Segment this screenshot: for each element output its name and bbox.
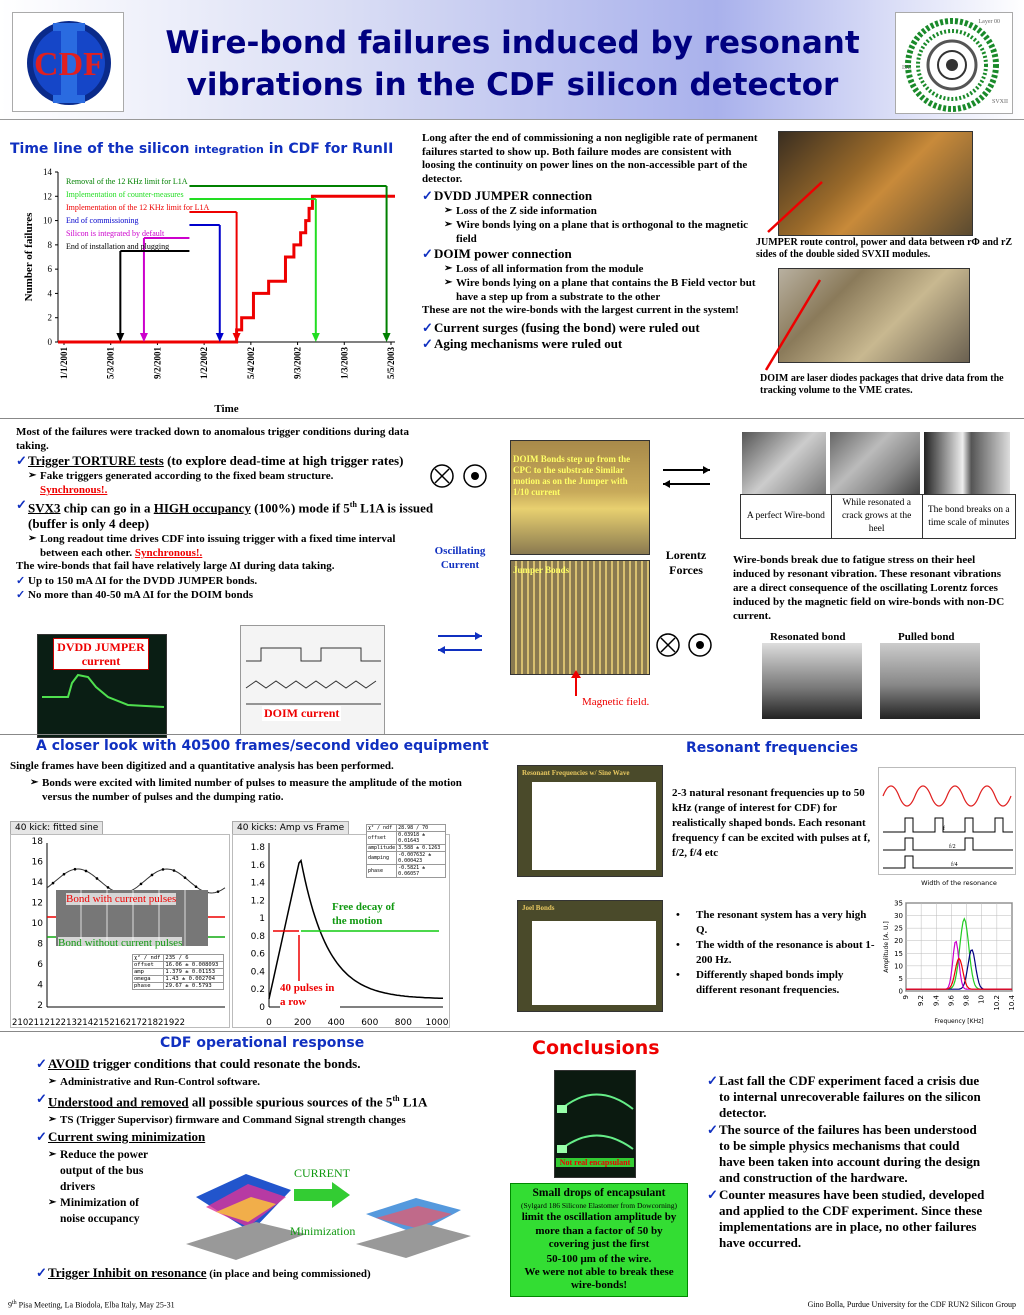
fit-cell: phase: [367, 865, 397, 878]
fit-row: [133, 962, 224, 969]
x-axis-label: Time: [214, 403, 239, 415]
sine-data-point: [140, 883, 143, 886]
sine-data-point: [63, 873, 66, 876]
footer-right: Gino Bolla, Purdue University for the CDF RUN2 Silicon Group: [807, 1300, 1016, 1309]
resonant-bullet: • The width of the resonance is about 1-200 Hz.: [676, 939, 875, 966]
sine-data-point: [162, 868, 165, 871]
x-tick-label: 0: [266, 1018, 272, 1028]
x-tick-labels: 21021121221321421521621721821922: [12, 1018, 186, 1028]
ts-item: ➢ TS (Trigger Supervisor) firmware and Command Signal strength changes: [48, 1113, 496, 1127]
cracked-bond-image: [830, 432, 920, 494]
x-tick-label: 400: [327, 1018, 345, 1028]
trigger-section: [16, 426, 436, 602]
green-title: Small drops of encapsulant: [532, 1187, 666, 1199]
y-tick-label: 0.6: [250, 949, 265, 960]
dvdd-heading: ✓ DVDD JUMPER connection ➢ Loss of the Z side information ➢ Wire bonds lying on a plane that is orthogonal to the magnetic field: [422, 188, 767, 246]
y-tick-label: 10: [43, 215, 52, 226]
bond-table-cell: While resonated a crack grows at the heel: [831, 495, 922, 539]
magnetic-field-label: Magnetic field.: [582, 696, 650, 708]
x-tick-label: 5/5/2003: [386, 347, 396, 380]
bond-failure-table: [740, 494, 1016, 539]
resonant-section-title: Resonant frequencies: [686, 740, 859, 756]
torture-tests: ✓ Trigger TORTURE tests (to explore dead-time at high trigger rates) ➢ Fake triggers generated according to the fixed beam structure. Synchronous!.: [16, 453, 436, 497]
failures-timeline-chart: [10, 160, 410, 418]
resonant-text: 2-3 natural resonant frequencies up to 50 kHz (range of interest for CDF) for realistically shaped bonds. Each resonant frequency f can be excited with pulses at f, f/2, f/4 etc: [672, 787, 871, 859]
pulses-in-row-label: 40 pulses in a row: [280, 981, 340, 1009]
y-tick-label: 0.8: [250, 931, 265, 942]
free-decay-label: Free decay of the motion: [332, 901, 395, 927]
sine-data-point: [107, 886, 110, 889]
resonant-bullet: • The resonant system has a very high Q.: [676, 909, 867, 936]
x-tick-label: 1/1/2001: [59, 347, 69, 380]
operational-title: CDF operational response: [160, 1035, 365, 1051]
sine-data-point: [52, 882, 55, 885]
fit-cell: 1.379 ± 0.01153: [164, 969, 224, 976]
pulse-diagram: [878, 767, 1016, 875]
understood-item: ✓ Understood and removed all possible spurious sources of the 5th L1A ➢ TS (Trigger Supervisor) firmware and Command Signal strength changes: [36, 1091, 496, 1127]
y-tick-label: 16: [31, 857, 43, 868]
fit-cell: damping: [367, 852, 397, 865]
dvdd-delta-i: ✓ Up to 150 mA ΔI for the DVDD JUMPER bonds.: [16, 574, 436, 588]
lorentz-force-arrows: [655, 462, 715, 492]
y-tick-label: 4: [37, 980, 43, 991]
svg-text:f: f: [943, 826, 945, 832]
detector-cross-section-image: [895, 12, 1013, 114]
x-tick-label: 9.2: [917, 995, 926, 1007]
trigger-intro: Most of the failures were tracked down to anomalous trigger conditions during data taking.: [16, 426, 409, 452]
jumper-caption: JUMPER route control, power and data between rΦ and rZ sides of the double sided SVXII modules.: [756, 237, 1013, 260]
pulled-bond-label: Pulled bond: [898, 631, 955, 643]
doim-delta-i: ✓ No more than 40-50 mA ΔI for the DOIM bonds: [16, 588, 436, 602]
x-tick-label: 1/2/2002: [199, 347, 210, 380]
width-chart-title: Width of the resonance: [921, 879, 997, 887]
x-tick-label: 10.2: [992, 995, 1001, 1011]
x-tick-label: 1000: [425, 1018, 449, 1028]
oscillating-current-arrows: [430, 628, 490, 658]
x-tick-label: 600: [361, 1018, 379, 1028]
conclusion-item: ✓ The source of the failures has been understood to be simple physics mechanisms that could have been taken into account during the design and construction of the hardware.: [707, 1122, 987, 1186]
current-arrow: [292, 1180, 352, 1210]
y-tick-label: 5: [898, 974, 903, 983]
y-tick-label: 2: [37, 1001, 43, 1011]
conclusion-item: ✓ Last fall the CDF experiment faced a crisis due to internal unrecoverable failures on the silicon detector.: [707, 1073, 987, 1121]
resonated-bond-label: Resonated bond: [770, 631, 846, 643]
fake-triggers: ➢ Fake triggers generated according to the fixed beam structure. Synchronous!.: [28, 469, 436, 497]
decay-curve: [269, 861, 443, 999]
y-tick-label: 12: [43, 191, 52, 202]
y-tick-label: 0: [259, 1003, 265, 1013]
fit-cell: -0.007632 ± 0.000423: [397, 852, 446, 865]
svg-text:f/4: f/4: [951, 862, 958, 868]
x-tick-label: 9: [902, 995, 910, 1000]
x-tick-label: 1/3/2003: [339, 347, 350, 380]
y-tick-label: 15: [894, 949, 903, 958]
y-tick-label: 25: [894, 924, 903, 933]
section-divider: [0, 734, 1024, 735]
conclusions-title: Conclusions: [532, 1037, 660, 1059]
broken-bond-image: [924, 432, 1010, 494]
sine-data-point: [217, 890, 220, 893]
oscillating-current-label: Oscillating Current: [434, 545, 486, 571]
x-tick-label: 9/2/2001: [152, 347, 163, 380]
inhibit-item: ✓ Trigger Inhibit on resonance (in place and being commissioned): [36, 1265, 496, 1282]
fit-row: [133, 955, 224, 962]
lorentz-forces-label: Lorentz Forces: [665, 548, 707, 577]
joel-bonds-panel: [517, 900, 663, 1012]
y-tick-label: 30: [894, 912, 903, 921]
y-tick-label: 8: [37, 939, 43, 950]
fatigue-explanation: Wire-bonds break due to fatigue stress on their heel induced by resonant vibration. These resonant vibrations are a direct consequence of the oscillating Lorentz forces induced by the magnetic field on wire-bonds with non-DC current.: [733, 554, 1005, 622]
video-bullet: ➢ Bonds were excited with limited number of pulses to measure the amplitude of the motion versus the number of pulses and the dumping ratio.: [30, 776, 480, 804]
perfect-bond-image: [742, 432, 826, 494]
fit-row: [133, 969, 224, 976]
section-divider: [0, 418, 1024, 419]
legend-entry: Implementation of counter-measures: [66, 190, 184, 199]
bond-table-cell: The bond breaks on a time scale of minutes: [922, 495, 1016, 539]
sine-data-point: [195, 885, 198, 888]
reduce-item: ➢ Reduce the power output of the bus drivers: [48, 1147, 158, 1195]
y-tick-label: 6: [47, 264, 52, 275]
sine-data-point: [151, 874, 154, 877]
y-tick-label: 1.4: [250, 878, 265, 889]
fit-row: [367, 845, 446, 852]
fit-row: [367, 825, 446, 832]
cdf-logo: [12, 12, 124, 112]
event-arrowhead: [383, 333, 391, 342]
sine-data-point: [184, 876, 187, 879]
y-tick-label: 18: [31, 837, 43, 847]
force-direction-icons: [655, 626, 715, 666]
swing-item: ✓ Current swing minimization ➢ Reduce the power output of the bus drivers ➢ Minimization of noise occupancy: [36, 1129, 496, 1227]
fit-cell: omega: [133, 976, 164, 983]
legend-entry: Silicon is integrated by default: [66, 229, 165, 238]
fit-cell: χ² / ndf: [367, 825, 397, 832]
video-paragraph: Single frames have been digitized and a quantitative analysis has been performed.: [10, 760, 394, 772]
x-tick-label: 9.8: [962, 995, 971, 1007]
minimization-label: Minimization: [290, 1224, 356, 1238]
intro-text: [422, 132, 767, 352]
y-tick-label: 1.6: [250, 860, 265, 871]
y-tick-label: 35: [894, 899, 903, 908]
y-tick-label: 10: [31, 919, 43, 929]
plot-frame: [906, 903, 1012, 991]
encapsulant-result-box: [510, 1183, 688, 1297]
resonated-bond-sem-image: [762, 643, 862, 719]
y-tick-label: 0.4: [250, 967, 265, 978]
pulled-bond-sem-image: [880, 643, 980, 719]
doim-bonds-note: DOIM Bonds step up from the CPC to the substrate Similar motion as on the Jumper with 1/10 current: [513, 454, 631, 497]
sine-fit-stats: [132, 954, 224, 990]
conclusion-item: ✓ Counter measures have been studied, developed and applied to the CDF experiment. Since these implementations are in place, no other failures have occurred.: [707, 1187, 987, 1251]
fit-cell: amp: [133, 969, 164, 976]
sine-data-point: [173, 869, 176, 872]
y-axis-label: Amplitude [A. U.]: [883, 921, 890, 973]
x-tick-label: 9.4: [932, 995, 941, 1007]
event-arrowhead: [312, 333, 320, 342]
without-pulses-label: Bond without current pulses: [58, 937, 183, 949]
long-readout: ➢ Long readout time drives CDF into issuing trigger with a fixed time interval between each other. Synchronous!.: [28, 532, 436, 560]
doim-heading: ✓ DOIM power connection ➢ Loss of all information from the module ➢ Wire bonds lying on a plane that contains the B Field vector but have a step up from a substrate to the other: [422, 246, 767, 304]
x-tick-label: 10.4: [1008, 995, 1016, 1011]
y-tick-label: 10: [894, 962, 903, 971]
svg-text:f/2: f/2: [949, 844, 956, 850]
ruled-out-item: ✓ Aging mechanisms were ruled out: [422, 336, 767, 352]
y-tick-label: 0: [47, 337, 52, 347]
fit-row: [367, 852, 446, 865]
x-tick-label: 9/3/2002: [292, 347, 303, 380]
green-body: limit the oscillation amplitude by more than a factor of 50 by covering just the first: [521, 1211, 677, 1250]
sine-data-point: [96, 877, 99, 880]
large-delta-i: The wire-bonds that fail have relatively large ΔI during data taking.: [16, 560, 335, 573]
minim-item: ➢ Minimization of noise occupancy: [48, 1195, 158, 1227]
fit-cell: 29.67 ± 0.5793: [164, 983, 224, 990]
legend-entry: End of commissioning: [66, 216, 139, 225]
joel-bonds-panel-title: Joel Bonds: [522, 904, 555, 912]
y-tick-label: 8: [47, 239, 52, 250]
dvdd-scope-label: DVDD JUMPER current: [53, 638, 149, 670]
legend-entry: End of installation and plugging: [66, 242, 170, 251]
resonant-sine-panel: [517, 765, 663, 877]
section-divider: [0, 1031, 1024, 1032]
fit-cell: 1.43 ± 0.002704: [164, 976, 224, 983]
y-tick-label: 2: [47, 312, 52, 323]
pointer-arrows: [760, 170, 830, 380]
fit-cell: -0.5821 ± 0.06057: [397, 865, 446, 878]
svg-text:ISL: ISL: [902, 65, 911, 71]
resonance-width-chart: [876, 877, 1018, 1027]
y-tick-label: 1: [259, 914, 265, 925]
current-direction-icons: [430, 456, 490, 496]
fit-row: [133, 983, 224, 990]
x-tick-label: 5/4/2002: [245, 347, 256, 380]
doim-caption: DOIM are laser diodes packages that drive data from the tracking volume to the VME crates.: [760, 373, 1004, 396]
y-tick-label: 20: [894, 937, 903, 946]
svg-text:Layer 00: Layer 00: [978, 19, 1000, 25]
fit-row: [367, 865, 446, 878]
x-tick-label: 9.6: [947, 995, 956, 1007]
y-tick-label: 1.8: [250, 843, 265, 853]
green-um: 50-100 μm of the wire.: [546, 1252, 652, 1265]
jumper-bonds-photo: [510, 560, 650, 675]
timeline-title: Time line of the silicon integration in CDF for RunII: [10, 141, 394, 157]
x-tick-label: 5/3/2001: [105, 347, 116, 380]
fit-cell: 3.588 ± 0.1263: [397, 845, 446, 852]
fit-row: [367, 832, 446, 845]
y-tick-label: 1.2: [250, 896, 265, 907]
y-tick-label: 4: [47, 288, 52, 299]
x-tick-label: 200: [294, 1018, 312, 1028]
y-tick-label: 0.2: [250, 985, 265, 996]
dvdd-item: ➢ Loss of the Z side information: [444, 204, 767, 218]
admin-item: ➢ Administrative and Run-Control software.: [48, 1075, 496, 1089]
fitted-sine-tab[interactable]: 40 kick: fitted sine: [10, 821, 103, 834]
intro-note: These are not the wire-bonds with the largest current in the system!: [422, 304, 739, 316]
fit-row: [133, 976, 224, 983]
ruled-out-item: ✓ Current surges (fusing the bond) were ruled out: [422, 320, 767, 336]
jumper-bonds-label: Jumper Bonds: [513, 565, 570, 575]
fit-cell: offset: [133, 962, 164, 969]
fit-cell: 235 / 6: [164, 955, 224, 962]
doim-scope-label: DOIM current: [264, 706, 340, 720]
resonant-bullet: • Differently shaped bonds imply different resonant frequencies.: [676, 969, 844, 996]
legend-entry: Implementation of the 12 KHz limit for L1A: [66, 203, 210, 212]
y-tick-label: 0: [898, 987, 903, 996]
x-tick-label: 800: [394, 1018, 412, 1028]
fit-cell: 0.03918 ± 0.01643: [397, 832, 446, 845]
poster-title: Wire-bond failures induced by resonant vibrations in the CDF silicon detector: [165, 25, 860, 103]
not-real-encapsulant-label: Not real encapsulant: [556, 1158, 634, 1167]
y-tick-label: 14: [43, 167, 52, 177]
intro-paragraph: Long after the end of commissioning a non negligible rate of permanent failures started to show up. Both failure modes are consistent with loosing the continuity on power lines on the non-accessible part of the detector.: [422, 132, 758, 185]
current-label: CURRENT: [294, 1166, 351, 1180]
legend-entry: Removal of the 12 KHz limit for L1A: [66, 177, 188, 186]
svx3-occupancy: ✓ SVX3 chip can go in a HIGH occupancy (100%) mode if 5th L1A is issued (buffer is only 4 deep) ➢ Long readout time drives CDF into issuing trigger with a fixed time interval between each other. Synchronous!.: [16, 497, 436, 560]
green-subtitle: (Sylgard 186 Silicone Elastomer from Dowcorning): [520, 1201, 677, 1210]
decay-fit-stats: [366, 824, 446, 878]
video-section-title: A closer look with 40500 frames/second video equipment: [36, 738, 489, 754]
doim-item: ➢ Wire bonds lying on a plane that contains the B Field vector but have a step up from a substrate to the other: [444, 276, 767, 304]
svg-text:CDF: CDF: [34, 46, 104, 83]
y-tick-label: 6: [37, 960, 43, 970]
dvdd-item: ➢ Wire bonds lying on a plane that is orthogonal to the magnetic field: [444, 218, 767, 246]
amp-vs-frame-tab[interactable]: 40 kicks: Amp vs Frame: [232, 821, 349, 834]
fit-cell: 16.06 ± 0.008093: [164, 962, 224, 969]
with-pulses-label: Bond with current pulses: [66, 893, 177, 905]
x-axis-label: Frequency [KHz]: [934, 1018, 984, 1025]
avoid-item: ✓ AVOID trigger conditions that could resonate the bonds. ➢ Administrative and Run-Control software.: [36, 1056, 496, 1089]
fit-cell: χ² / ndf: [133, 955, 164, 962]
svg-text:SVXII: SVXII: [992, 99, 1008, 105]
green-end: We were not able to break these wire-bonds!: [524, 1265, 674, 1291]
fit-cell: 28.98 / 70: [397, 825, 446, 832]
sine-data-point: [85, 870, 88, 873]
resonant-sine-panel-title: Resonant Frequencies w/ Sine Wave: [522, 769, 630, 777]
y-axis-label: Number of failures: [23, 212, 35, 302]
bond-table-cell: A perfect Wire-bond: [741, 495, 832, 539]
magnetic-field-arrow: [566, 668, 586, 698]
fit-cell: offset: [367, 832, 397, 845]
x-tick-label: 10: [977, 995, 986, 1004]
doim-item: ➢ Loss of all information from the module: [444, 262, 767, 276]
y-tick-label: 12: [31, 898, 43, 909]
sine-data-point: [74, 868, 77, 871]
y-tick-label: 14: [31, 878, 43, 888]
footer-left: 9th Pisa Meeting, La Biodola, Elba Italy, May 25-31: [8, 1300, 175, 1310]
fit-cell: phase: [133, 983, 164, 990]
fit-cell: amplitude: [368, 845, 396, 851]
